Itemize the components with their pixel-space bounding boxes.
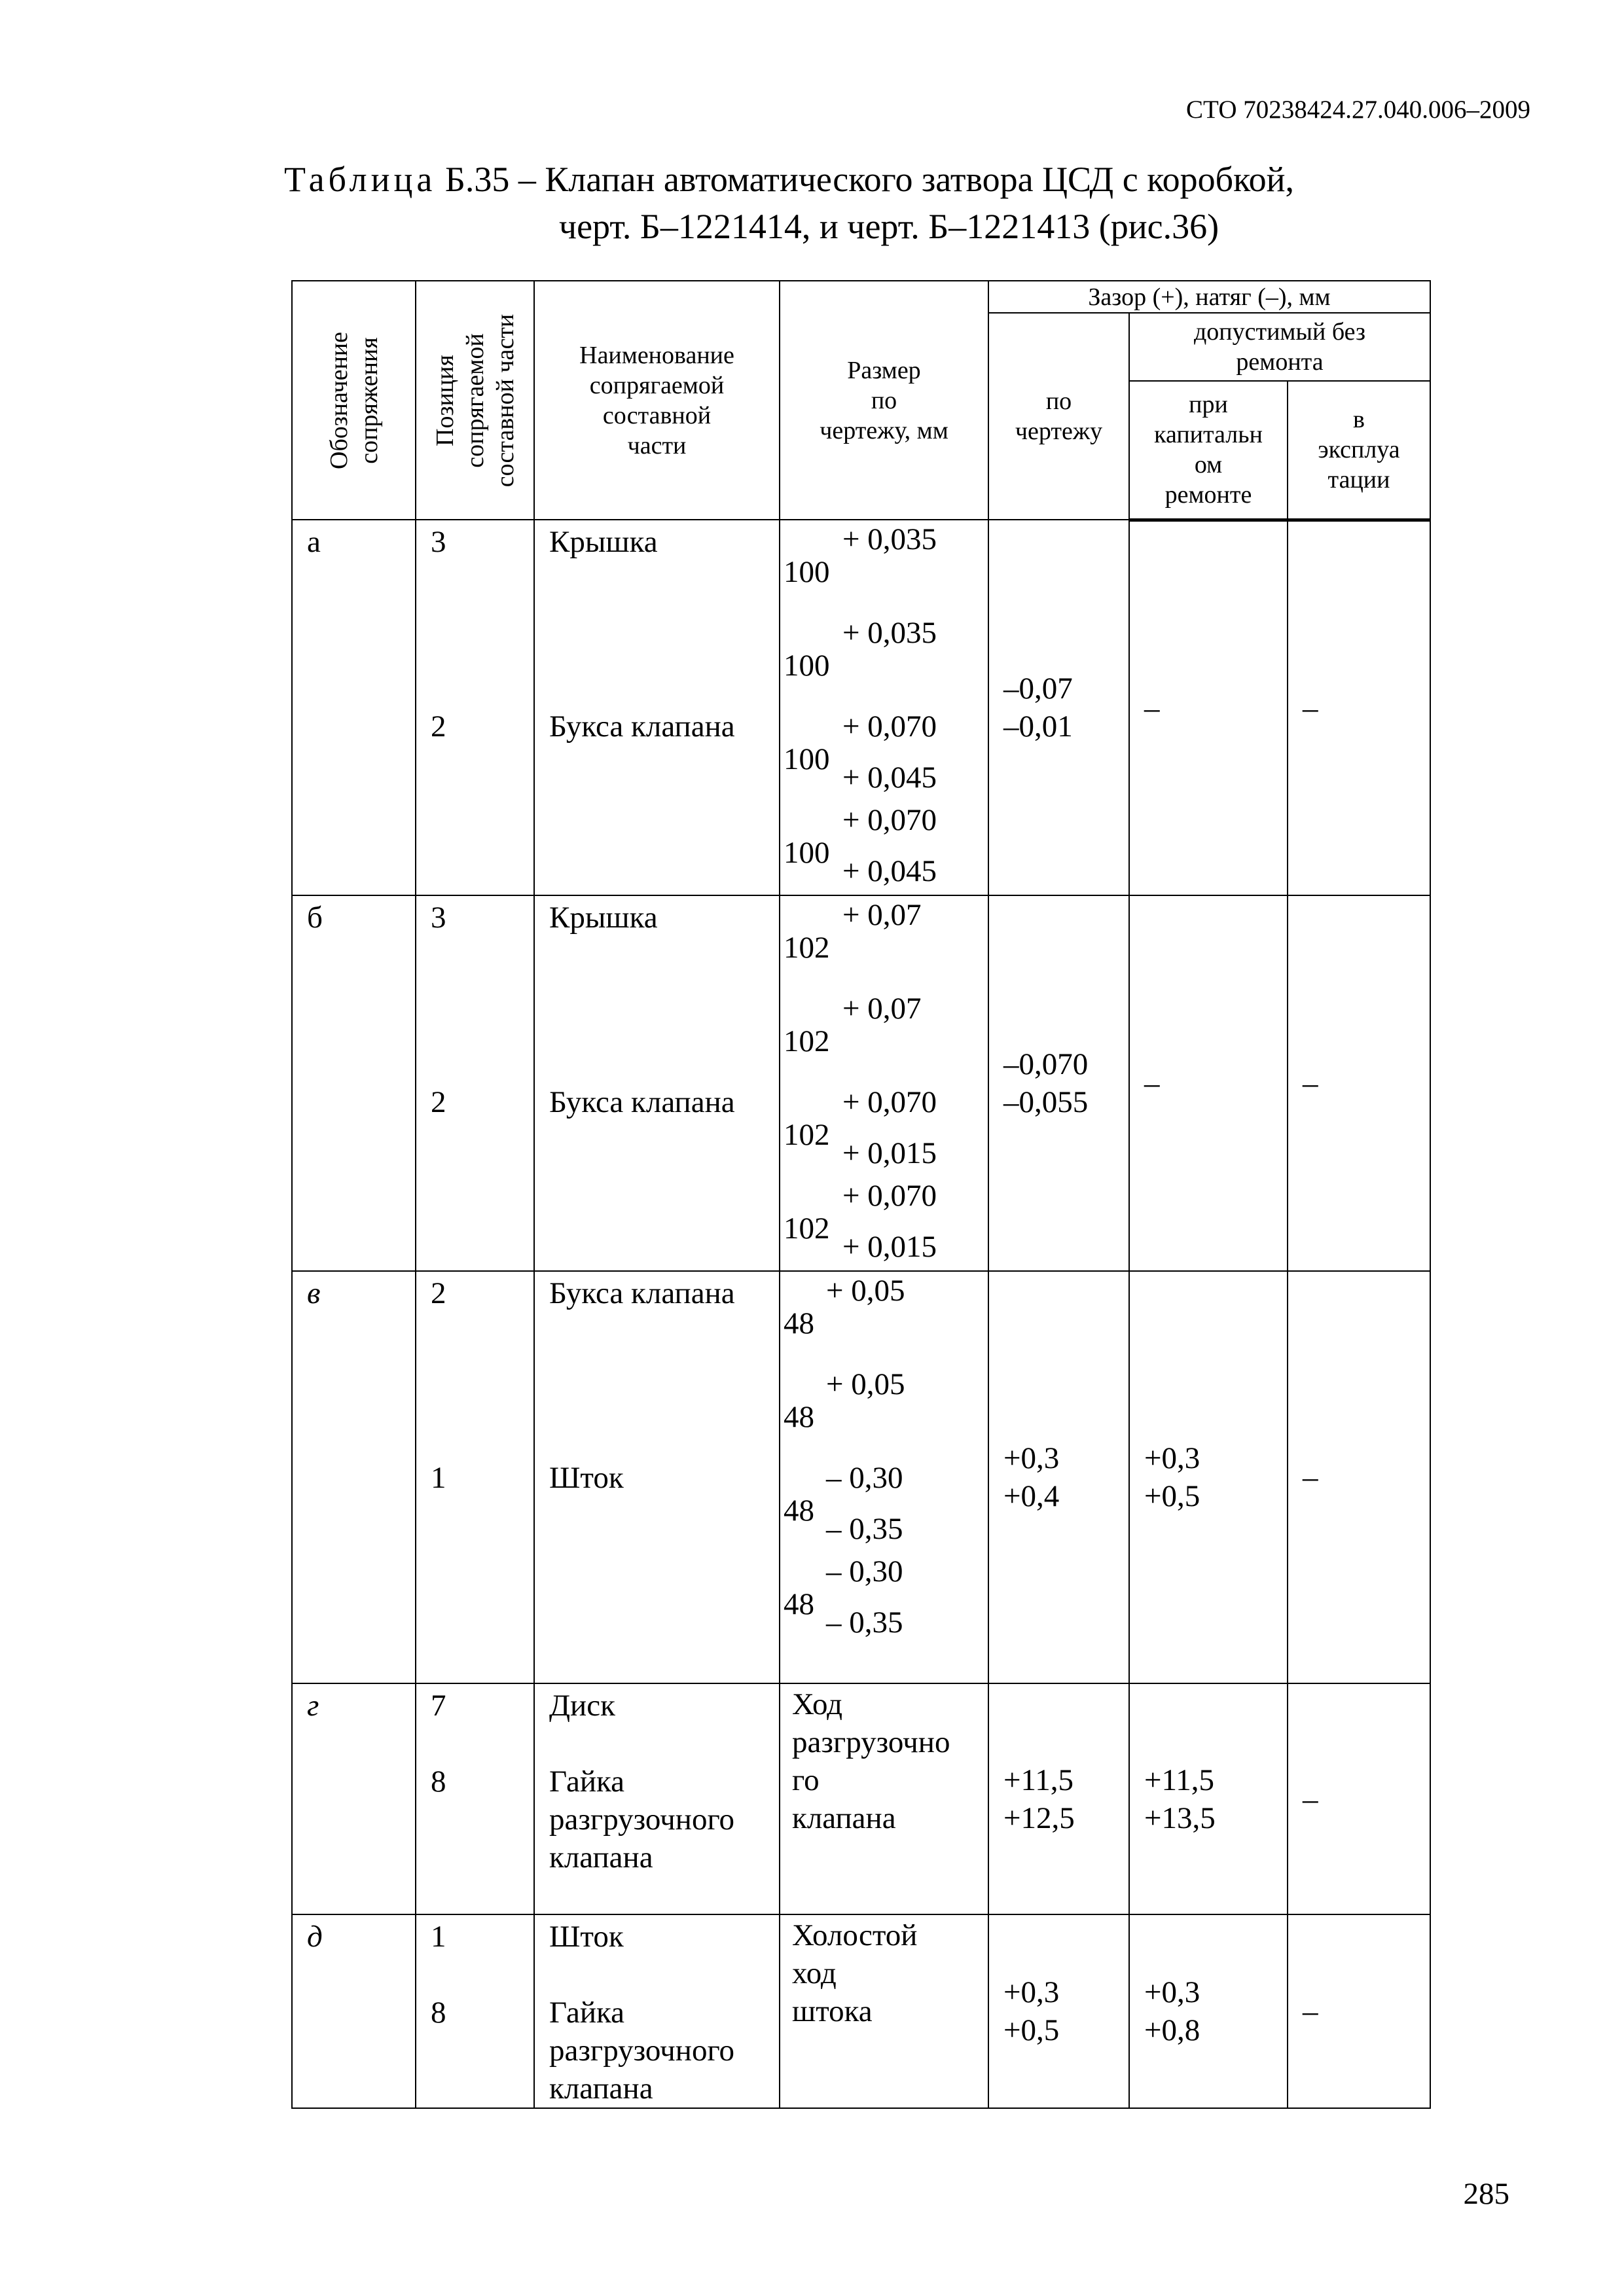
table-caption xyxy=(0,156,1624,250)
dimension-tolerance: 100 + 0,070 + 0,045 xyxy=(784,803,937,888)
designation-cell: д xyxy=(307,1920,323,1954)
dimension-tolerance: 100 + 0,035 xyxy=(784,522,937,589)
caption-line2: черт. Б–1221414, и черт. Б–1221413 (рис.36) xyxy=(558,207,1219,246)
name-cell: Шток Гайка разгрузочного клапана xyxy=(549,1920,735,2106)
dimension-tolerance: 100 + 0,070 + 0,045 xyxy=(784,709,937,795)
size-text: Ход разгрузочно го клапана xyxy=(792,1687,950,1835)
dimension-tolerance: 48 – 0,30 – 0,35 xyxy=(784,1554,903,1640)
designation-cell: б xyxy=(307,901,323,935)
gap-operation: – xyxy=(1303,1066,1318,1100)
header-in-operation: в эксплуа тации xyxy=(1288,381,1430,520)
header-by-drawing: по чертежу xyxy=(988,313,1129,520)
dimension-tolerance: 48 + 0,05 xyxy=(784,1367,905,1434)
designation-cell: а xyxy=(307,525,321,559)
gap-operation: – xyxy=(1303,1782,1318,1816)
header-gap-group: Зазор (+), натяг (–), мм xyxy=(988,281,1430,313)
gap-operation: – xyxy=(1303,691,1318,725)
position-cell: 2 xyxy=(431,1276,446,1310)
designation-cell: в xyxy=(307,1276,321,1310)
page-number: 285 xyxy=(1463,2177,1509,2211)
position-cell: 3 xyxy=(431,525,446,559)
position-cell: 1 xyxy=(431,1461,446,1495)
caption-prefix: Таблица xyxy=(283,160,437,199)
gap-operation: – xyxy=(1303,1994,1318,2028)
header-position: Позиция сопрягаемой составной части xyxy=(416,281,534,520)
name-cell: Букса клапана xyxy=(549,1276,735,1310)
designation-cell: г xyxy=(307,1689,319,1723)
position-cell: 7 8 xyxy=(431,1689,446,1799)
gap-capital: – xyxy=(1144,691,1160,725)
header-name: Наименование сопрягаемой составной части xyxy=(534,281,780,520)
gap-operation: – xyxy=(1303,1460,1318,1494)
gap-capital: +0,3 +0,8 xyxy=(1144,1975,1200,2047)
dimension-tolerance: 102 + 0,070 + 0,015 xyxy=(784,1085,937,1170)
name-cell: Крышка xyxy=(549,901,658,935)
name-cell: Шток xyxy=(549,1461,624,1495)
dimension-tolerance: 100 + 0,035 xyxy=(784,616,937,683)
data-table xyxy=(291,280,1431,2109)
name-cell: Букса клапана xyxy=(549,1085,735,1119)
header-allowed-group: допустимый без ремонта xyxy=(1129,313,1430,381)
name-cell: Букса клапана xyxy=(549,709,735,744)
dimension-tolerance: 102 + 0,07 xyxy=(784,992,922,1058)
gap-by-drawing: +11,5 +12,5 xyxy=(1003,1763,1075,1835)
document-code: СТО 70238424.27.040.006–2009 xyxy=(1186,96,1530,124)
name-cell: Диск Гайка разгрузочного клапана xyxy=(549,1689,735,1874)
header-size: Размер по чертежу, мм xyxy=(780,281,988,520)
position-cell: 2 xyxy=(431,709,446,744)
header-designation: Обозначение сопряжения xyxy=(292,281,416,520)
table-row xyxy=(292,1683,1430,1914)
header-capital-repair: при капитальн ом ремонте xyxy=(1129,381,1288,520)
dimension-tolerance: 102 + 0,070 + 0,015 xyxy=(784,1179,937,1264)
table-row xyxy=(292,520,1430,895)
gap-by-drawing: –0,070 –0,055 xyxy=(1003,1047,1089,1119)
caption-line1: Б.35 – Клапан автоматического затвора ЦСД с коробкой, xyxy=(436,160,1295,199)
gap-by-drawing: +0,3 +0,5 xyxy=(1003,1975,1060,2047)
table-row xyxy=(292,1271,1430,1683)
name-cell: Крышка xyxy=(549,525,658,559)
position-cell: 3 xyxy=(431,901,446,935)
position-cell: 2 xyxy=(431,1085,446,1119)
gap-capital: +11,5 +13,5 xyxy=(1144,1763,1216,1835)
size-text: Холостой ход штока xyxy=(792,1918,918,2028)
gap-by-drawing: +0,3 +0,4 xyxy=(1003,1441,1060,1513)
table-row xyxy=(292,895,1430,1271)
dimension-tolerance: 48 – 0,30 – 0,35 xyxy=(784,1461,903,1546)
table-row xyxy=(292,1914,1430,2108)
gap-capital: – xyxy=(1144,1066,1160,1100)
dimension-tolerance: 48 + 0,05 xyxy=(784,1274,905,1340)
gap-capital: +0,3 +0,5 xyxy=(1144,1441,1200,1513)
dimension-tolerance: 102 + 0,07 xyxy=(784,898,922,965)
position-cell: 1 8 xyxy=(431,1920,446,2030)
gap-by-drawing: –0,07 –0,01 xyxy=(1003,672,1073,744)
